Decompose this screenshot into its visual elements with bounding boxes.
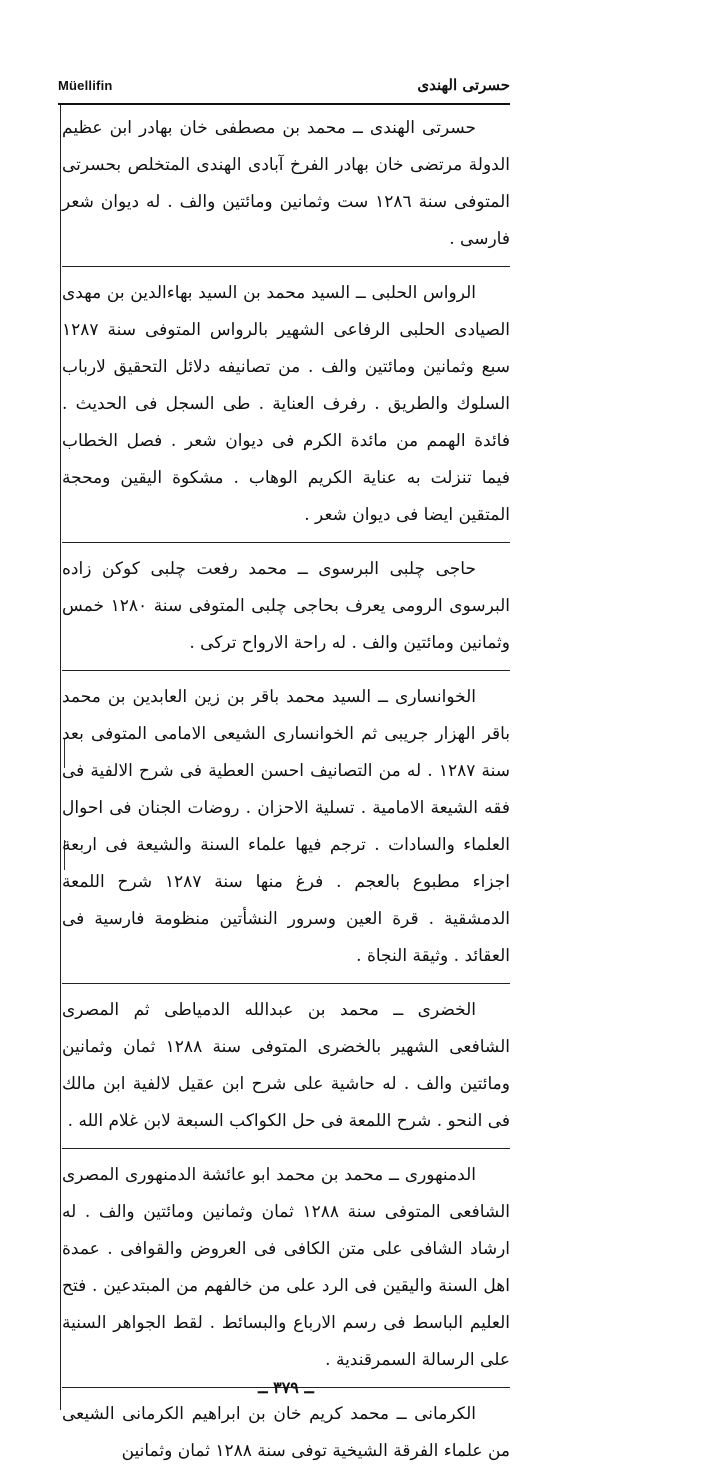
- entry-divider: [62, 1148, 510, 1149]
- entry: [62, 275, 510, 542]
- entries-column: [62, 110, 510, 1478]
- entry-divider: [62, 266, 510, 267]
- entry-text: حسرتی الهندی ــ محمد بن مصطفی خان بهادر ابن عظیم الدولة مرتضی خان بهادر الفرخ آبادی الهندی المتخلص بحسرتی المتوفی سنة ١٢٨٦ ست وثمانین ومائتین والف . له دیوان شعر فارسی .: [62, 118, 510, 249]
- entry-divider: [62, 542, 510, 543]
- entry-text: الخوانساری ــ السید محمد باقر بن زین العابدین بن محمد باقر الهزار جریبی ثم الخوانساری الشیعی الامامی المتوفی بعد سنة ١٢٨٧ . له من التصانیف احسن العطیة فی شرح الالفیة فی فقه الشیعة الامامیة . تسلیة الاحزان . روضات الجنان فی احوال العلماء والسادات . ترجم فیها علماء السنة والشیعة فی اربعة اجزاء مطبوع بالعجم . فرغ منها سنة ١٢٨٧ شرح اللمعة الدمشقیة . قرة العین وسرور النشأتین منظومة فارسیة فی العقائد . وثیقة النجاة .: [62, 687, 510, 966]
- header-entry-title: حسرتی الهندی: [417, 76, 510, 94]
- entry-text: الخضری ــ محمد بن عبدالله الدمیاطی ثم المصری الشافعی الشهیر بالخضری المتوفی سنة ١٢٨٨ ثمان وثمانین ومائتین والف . له حاشیة علی شرح ابن عقیل لالفیة ابن مالك فی النحو . شرح اللمعة فی حل الكواكب السبعة لابن غلام الله .: [62, 1000, 510, 1131]
- header-rule: [58, 103, 510, 105]
- entry: [62, 551, 510, 670]
- left-column-rule: [60, 105, 61, 1410]
- entry: [62, 110, 510, 266]
- entry-text: حاجی چلبی البرسوی ــ محمد رفعت چلبی كوكن زاده البرسوی الرومی یعرف بحاجی چلبی المتوفی سنة ١٢٨٠ خمس وثمانین ومائتین والف . له راحة الارواح تركی .: [62, 559, 511, 653]
- entry-divider: [62, 983, 510, 984]
- entry-text: الدمنهوری ــ محمد بن محمد ابو عائشة الدمنهوری المصری الشافعی المتوفی سنة ١٢٨٨ ثمان وثمانین ومائتین والف . له ارشاد الشافی علی متن الكافی فی العروض والقوافی . عمدة اهل السنة والیقین فی الرد علی من خالفهم من المبتدعین . فتح العلیم الباسط فی رسم الارباع والبسائط . لقط الجواهر السنیة علی الرسالة السمرقندیة .: [62, 1165, 510, 1370]
- running-header: [58, 78, 510, 102]
- entry-text: الرواس الحلبی ــ السید محمد بن السید بهاءالدین بن مهدی الصیادی الحلبی الرفاعی الشهیر بالرواس المتوفی سنة ١٢٨٧ سبع وثمانین ومائتین والف . من تصانیفه دلائل التحقیق لارباب السلوك والطریق . رفرف العنایة . طی السجل فی الحدیث . فائدة الهمم من مائدة الكرم فی دیوان شعر . فصل الخطاب فیما تنزلت به عنایة الكریم الوهاب . مشكوة الیقین ومحجة المتقین ایضا فی دیوان شعر .: [62, 283, 510, 525]
- entry: [62, 679, 510, 983]
- entry: [62, 1396, 510, 1478]
- header-author-label: Müellifin: [58, 78, 113, 93]
- entry-divider: [62, 670, 510, 671]
- page-number: ــ ٣٧٩ ــ: [258, 1378, 314, 1397]
- entry: [62, 992, 510, 1148]
- entry-text: الكرمانی ــ محمد كریم خان بن ابراهیم الكرمانی الشیعی من علماء الفرقة الشیخیة توفی سنة ١٢٨٨ ثمان وثمانین: [62, 1404, 510, 1461]
- entry: [62, 1157, 510, 1387]
